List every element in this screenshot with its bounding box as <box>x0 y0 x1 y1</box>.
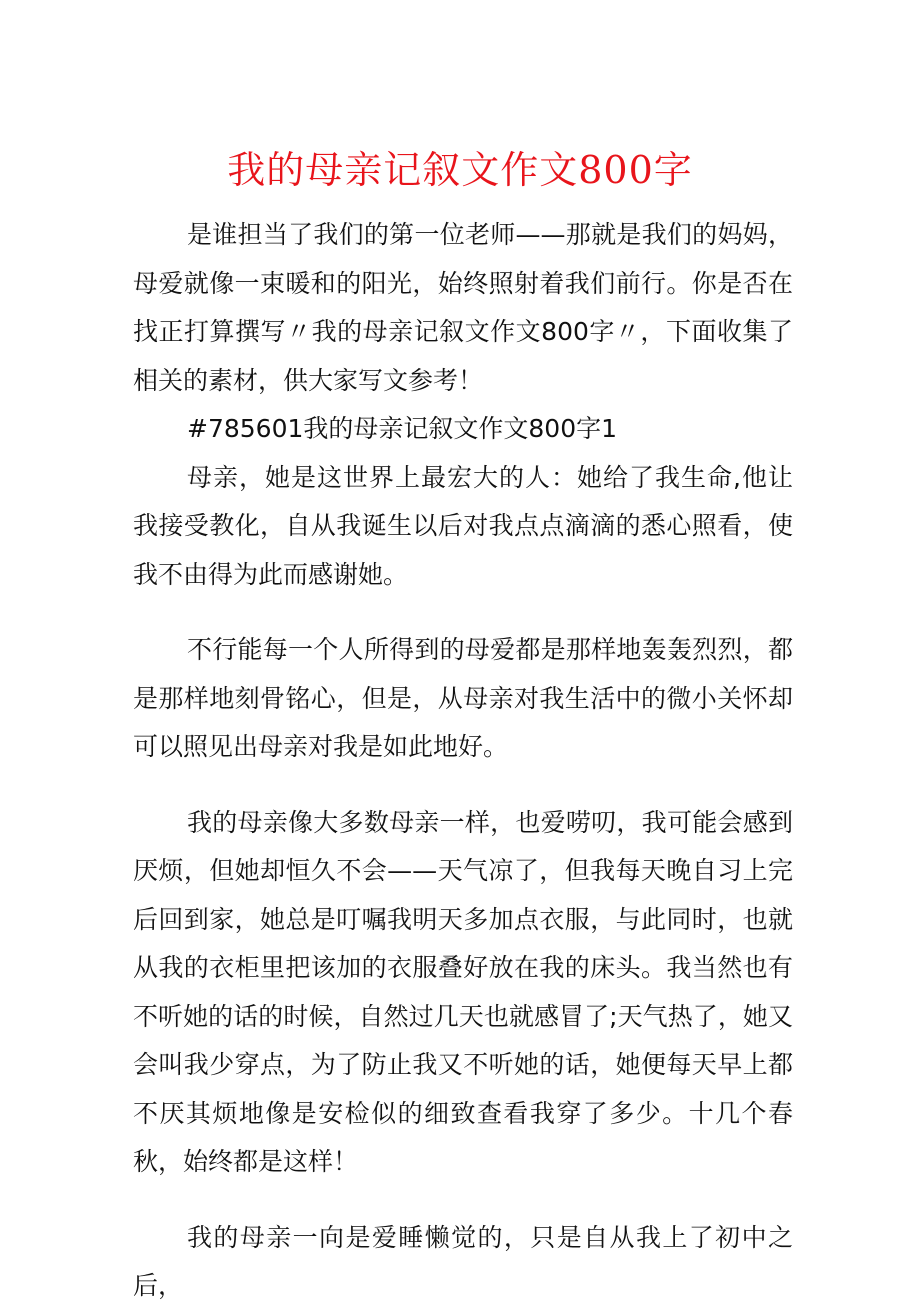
paragraph: 不行能每一个人所得到的母爱都是那样地轰轰烈烈，都是那样地刻骨铭心，但是，从母亲对我生活中的微小关怀却可以照见出母亲对我是如此地好。 <box>133 635 793 761</box>
paragraph-intro: 是谁担当了我们的第一位老师——那就是我们的妈妈，母爱就像一束暖和的阳光，始终照射着我们前行。你是否在找正打算撰写〃我的母亲记叙文作文800字〃，下面收集了相关的素材，供大家写文参考！ <box>133 220 793 395</box>
paragraph: 我的母亲像大多数母亲一样，也爱唠叨，我可能会感到厌烦，但她却恒久不会——天气凉了，但我每天晚自习上完后回到家，她总是叮嘱我明天多加点衣服，与此同时，也就从我的衣柜里把该加的衣服叠好放在我的床头。我当然也有不听她的话的时候，自然过几天也就感冒了;天气热了，她又会叫我少穿点，为了防止我又不听她的话，她便每天早上都不厌其烦地像是安检似的细致查看我穿了多少。十几个春秋，始终都是这样！ <box>133 807 793 1176</box>
document-title: 我的母亲记叙文作文800字 <box>227 148 693 192</box>
paragraph: 我的母亲一向是爱睡懒觉的，只是自从我上了初中之后， <box>133 1222 793 1300</box>
document-body <box>133 211 793 1311</box>
paragraph-heading: #785601我的母亲记叙文作文800字1 <box>187 414 618 443</box>
paragraph: 母亲，她是这世界上最宏大的人：她给了我生命,他让我接受教化，自从我诞生以后对我点点滴滴的悉心照看，使我不由得为此而感谢她。 <box>133 462 793 589</box>
